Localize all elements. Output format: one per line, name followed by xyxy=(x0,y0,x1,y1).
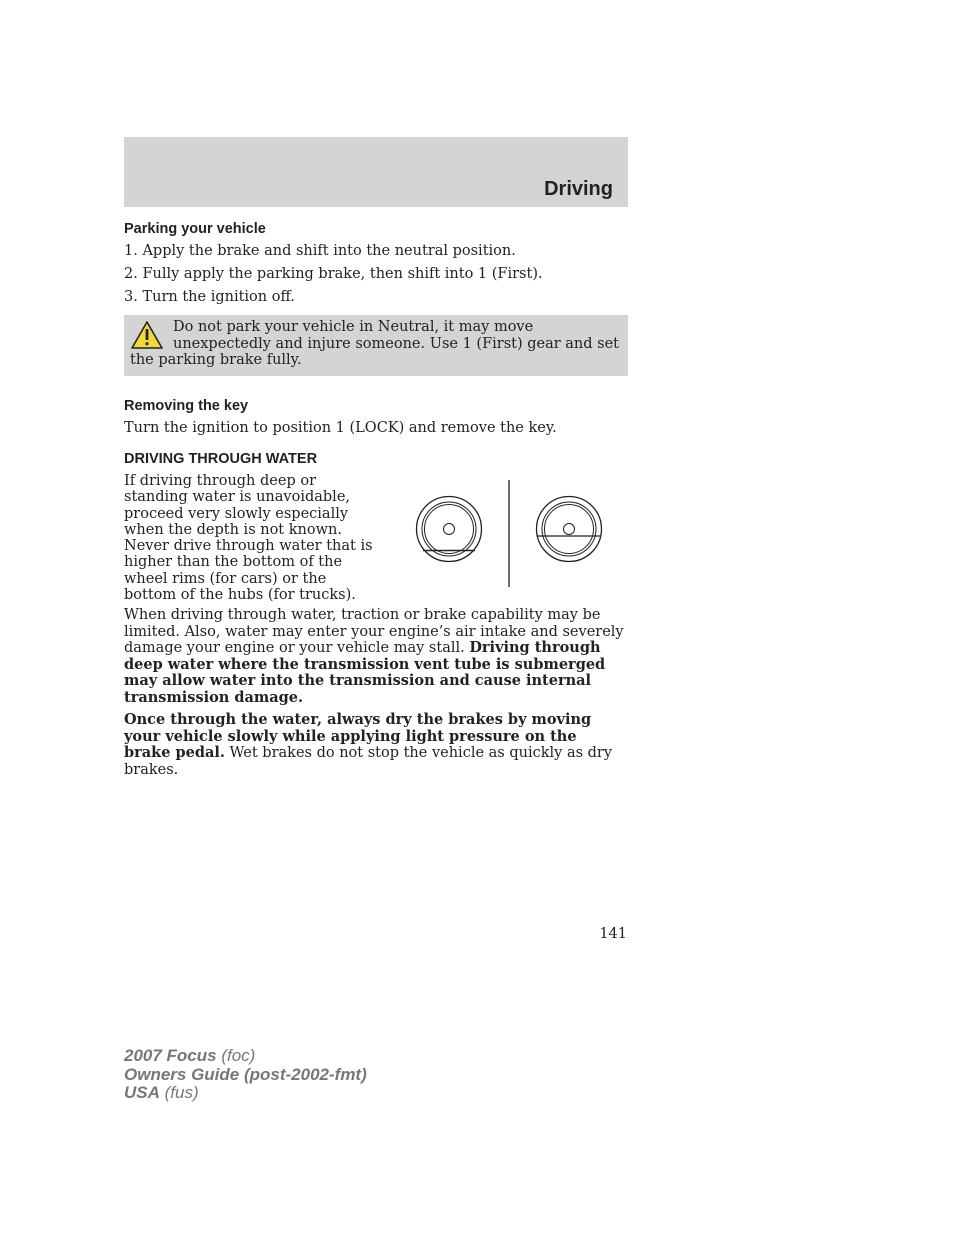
water-p2-warning: Driving through deep water where the transmission vent tube is submerged may allow water into the transmission and cause internal transmission damage. xyxy=(124,639,606,706)
key-heading: Removing the key xyxy=(124,398,249,414)
car-wheel-graphic xyxy=(417,497,482,562)
wheel-depth-illustration xyxy=(405,480,615,588)
water-p2-text: When driving through water, traction or brake capability may be limited. Also, water may enter your engine’s air intake and severely damage your engine or your vehicle may stall. xyxy=(124,607,624,656)
footer-line-3: USA (fus) xyxy=(124,1083,199,1102)
warning-text: Do not park your vehicle in Neutral, it may move unexpectedly and injure someone. Use 1 (First) gear and set the parking brake fully. xyxy=(130,319,620,368)
parking-step-1: 1. Apply the brake and shift into the neutral position. xyxy=(124,243,516,259)
key-text: Turn the ignition to position 1 (LOCK) and remove the key. xyxy=(124,420,557,436)
water-p3-warning: Once through the water, always dry the brakes by moving your vehicle slowly while applying light pressure on the brake pedal. xyxy=(124,711,592,761)
parking-heading: Parking your vehicle xyxy=(124,221,266,237)
water-heading-wrap xyxy=(124,451,628,467)
section-header-band xyxy=(124,137,628,207)
water-intro: If driving through deep or standing water is unavoidable, proceed very slowly especially when the depth is not known. Never drive through water that is higher than the bottom of the wheel rims (for cars) or the bottom of the hubs (for trucks). xyxy=(124,473,373,604)
truck-wheel-graphic xyxy=(537,497,602,562)
parking-step-3: 3. Turn the ignition off. xyxy=(124,289,295,305)
section-title: Driving xyxy=(544,178,613,200)
page-number: 141 xyxy=(599,926,627,942)
document-footer xyxy=(124,1047,367,1103)
water-heading: DRIVING THROUGH WATER xyxy=(124,451,318,467)
water-paragraph-3 xyxy=(124,712,628,778)
parking-step-2: 2. Fully apply the parking brake, then shift into 1 (First). xyxy=(124,266,543,282)
footer-line-2: Owners Guide (post-2002-fmt) xyxy=(124,1064,367,1084)
footer-line-1: 2007 Focus (foc) xyxy=(124,1046,256,1065)
warning-box xyxy=(124,315,628,376)
water-p3-text: Wet brakes do not stop the vehicle as quickly as dry brakes. xyxy=(124,745,613,778)
parking-section xyxy=(124,221,628,306)
water-body xyxy=(124,607,628,778)
water-paragraph-2 xyxy=(124,607,628,706)
key-section xyxy=(124,398,628,437)
